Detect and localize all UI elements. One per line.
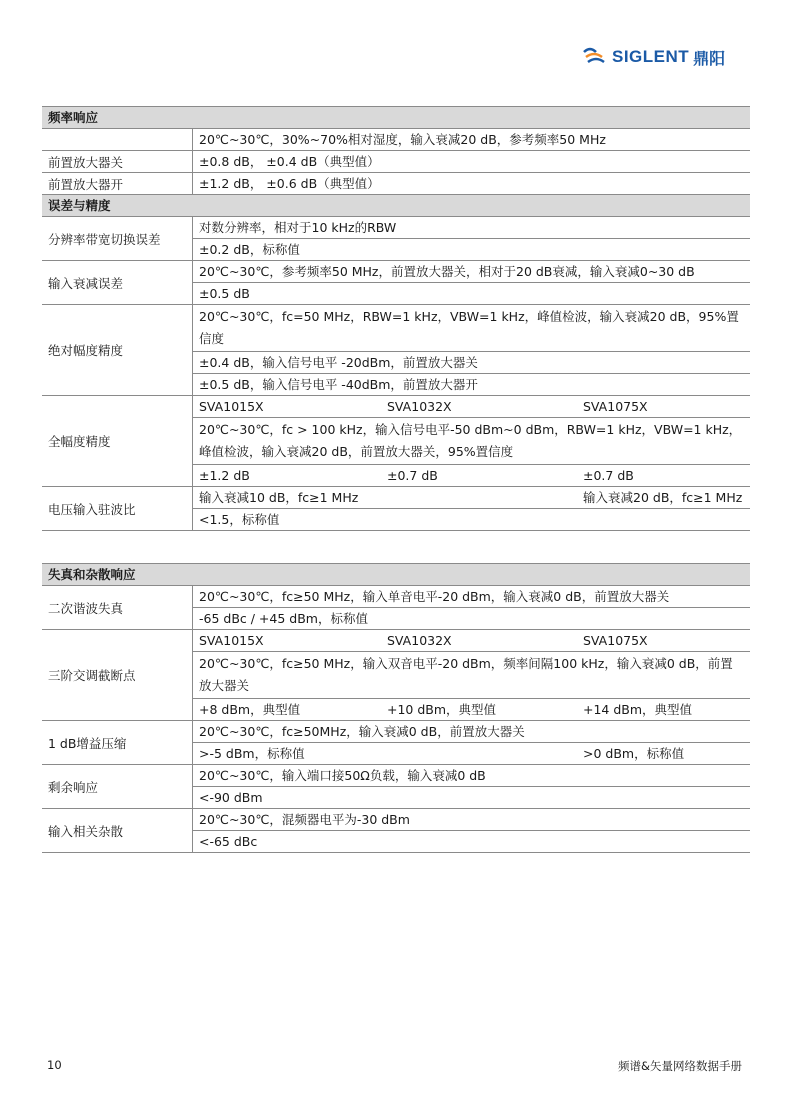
spec-table-amplitude (42, 106, 750, 531)
spec-value: +14 dBm，典型值 (583, 702, 693, 717)
table-row (42, 396, 750, 487)
atten-error-label: 输入衰减误差 (48, 275, 124, 291)
spec-table-distortion (42, 563, 750, 853)
toi-condition: 20℃~30℃，fc≥50 MHz，输入双音电平-20 dBm，频率间隔100 kHz，输入衰减0 dB，前置放大器关 (192, 651, 750, 698)
page-number: 10 (47, 1058, 62, 1072)
spec-value: +8 dBm，典型值 (199, 702, 301, 717)
second-harmonic-value: -65 dBc / +45 dBm，标称值 (192, 607, 750, 629)
spec-value: ±0.7 dB (583, 468, 634, 483)
table-row (42, 129, 750, 151)
full-amplitude-condition: 20℃~30℃，fc > 100 kHz，输入信号电平-50 dBm~0 dBm，RBW=1 kHz，VBW=1 kHz，峰值检波，输入衰减20 dB，前置放大器关，95%置信度 (192, 417, 750, 464)
model-header-row (192, 396, 750, 417)
full-amplitude-label: 全幅度精度 (48, 434, 111, 449)
vswr-condition-a: 输入衰减10 dB，fc≥1 MHz (199, 490, 359, 505)
input-spur-label: 输入相关杂散 (48, 823, 124, 839)
model-name: SVA1075X (583, 633, 648, 648)
table-row (42, 217, 750, 261)
table-row (42, 261, 750, 305)
abs-amplitude-label: 绝对幅度精度 (48, 343, 124, 358)
vswr-conditions (192, 487, 750, 508)
abs-value-preamp-off: ±0.4 dB，输入信号电平 -20dBm，前置放大器关 (192, 351, 750, 373)
residual-condition: 20℃~30℃，输入端口接50Ω负载，输入衰减0 dB (192, 765, 750, 786)
full-amplitude-values (192, 464, 750, 486)
siglent-logo-icon (580, 43, 608, 71)
second-harmonic-condition: 20℃~30℃，fc≥50 MHz，输入单音电平-20 dBm，输入衰减0 dB，前置放大器关 (192, 586, 750, 607)
preamp-off-label: 前置放大器关 (48, 154, 124, 170)
toi-label: 三阶交调截断点 (48, 668, 136, 683)
spec-value: >-5 dBm，标称值 (199, 746, 305, 761)
table-row (42, 151, 750, 173)
input-spur-value: <-65 dBc (192, 830, 750, 852)
section-title-distortion: 失真和杂散响应 (42, 564, 750, 586)
vswr-condition-b: 输入衰减20 dB，fc≥1 MHz (583, 490, 743, 505)
siglent-logo (580, 40, 750, 74)
preamp-on-value: ±1.2 dB， ±0.6 dB（典型值） (192, 173, 750, 194)
table-row (42, 765, 750, 809)
section-title-error-accuracy: 误差与精度 (42, 195, 750, 217)
table-row (42, 721, 750, 765)
freq-response-condition: 20℃~30℃，30%~70%相对湿度，输入衰减20 dB，参考频率50 MHz (192, 129, 750, 150)
p1db-condition: 20℃~30℃，fc≥50MHz，输入衰减0 dB，前置放大器关 (192, 721, 750, 742)
vswr-label: 电压输入驻波比 (48, 501, 136, 517)
model-name: SVA1015X (199, 633, 264, 648)
preamp-on-label: 前置放大器开 (48, 176, 124, 192)
abs-condition: 20℃~30℃，fc=50 MHz，RBW=1 kHz，VBW=1 kHz，峰值检波，输入衰减20 dB，95%置信度 (192, 305, 750, 351)
model-name: SVA1015X (199, 399, 264, 414)
table-row (42, 630, 750, 721)
model-name: SVA1032X (387, 633, 452, 648)
table-row (42, 305, 750, 396)
table-row (42, 586, 750, 630)
vswr-value: <1.5，标称值 (192, 508, 750, 530)
table-row (42, 173, 750, 195)
spec-value: ±0.7 dB (387, 468, 438, 483)
abs-value-preamp-on: ±0.5 dB，输入信号电平 -40dBm，前置放大器开 (192, 373, 750, 395)
atten-condition: 20℃~30℃，参考频率50 MHz，前置放大器关，相对于20 dB衰减，输入衰减0~30 dB (192, 261, 750, 282)
brand-name: SIGLENT (612, 47, 690, 66)
brand-name-cn: 鼎阳 (693, 48, 726, 68)
section-title-freq-response: 频率响应 (42, 107, 750, 129)
model-name: SVA1075X (583, 399, 648, 414)
table-row (42, 809, 750, 853)
p1db-label: 1 dB增益压缩 (48, 735, 127, 751)
preamp-off-value: ±0.8 dB， ±0.4 dB（典型值） (192, 151, 750, 172)
residual-response-label: 剩余响应 (48, 779, 99, 795)
p1db-values (192, 742, 750, 764)
table-row (42, 487, 750, 531)
toi-values (192, 698, 750, 720)
rbw-switching-error-label: 分辨率带宽切换误差 (48, 231, 161, 247)
atten-value: ±0.5 dB (192, 282, 750, 304)
rbw-value: ±0.2 dB，标称值 (192, 238, 750, 260)
residual-value: <-90 dBm (192, 786, 750, 808)
document-title: 频谱&矢量网络数据手册 (618, 1059, 742, 1073)
spec-value: ±1.2 dB (199, 468, 250, 483)
spec-value: >0 dBm，标称值 (583, 746, 685, 761)
model-name: SVA1032X (387, 399, 452, 414)
model-header-row (192, 630, 750, 651)
second-harmonic-label: 二次谐波失真 (48, 600, 124, 616)
input-spur-condition: 20℃~30℃，混频器电平为-30 dBm (192, 809, 750, 830)
rbw-condition: 对数分辨率，相对于10 kHz的RBW (192, 217, 750, 238)
spec-value: +10 dBm，典型值 (387, 702, 497, 717)
